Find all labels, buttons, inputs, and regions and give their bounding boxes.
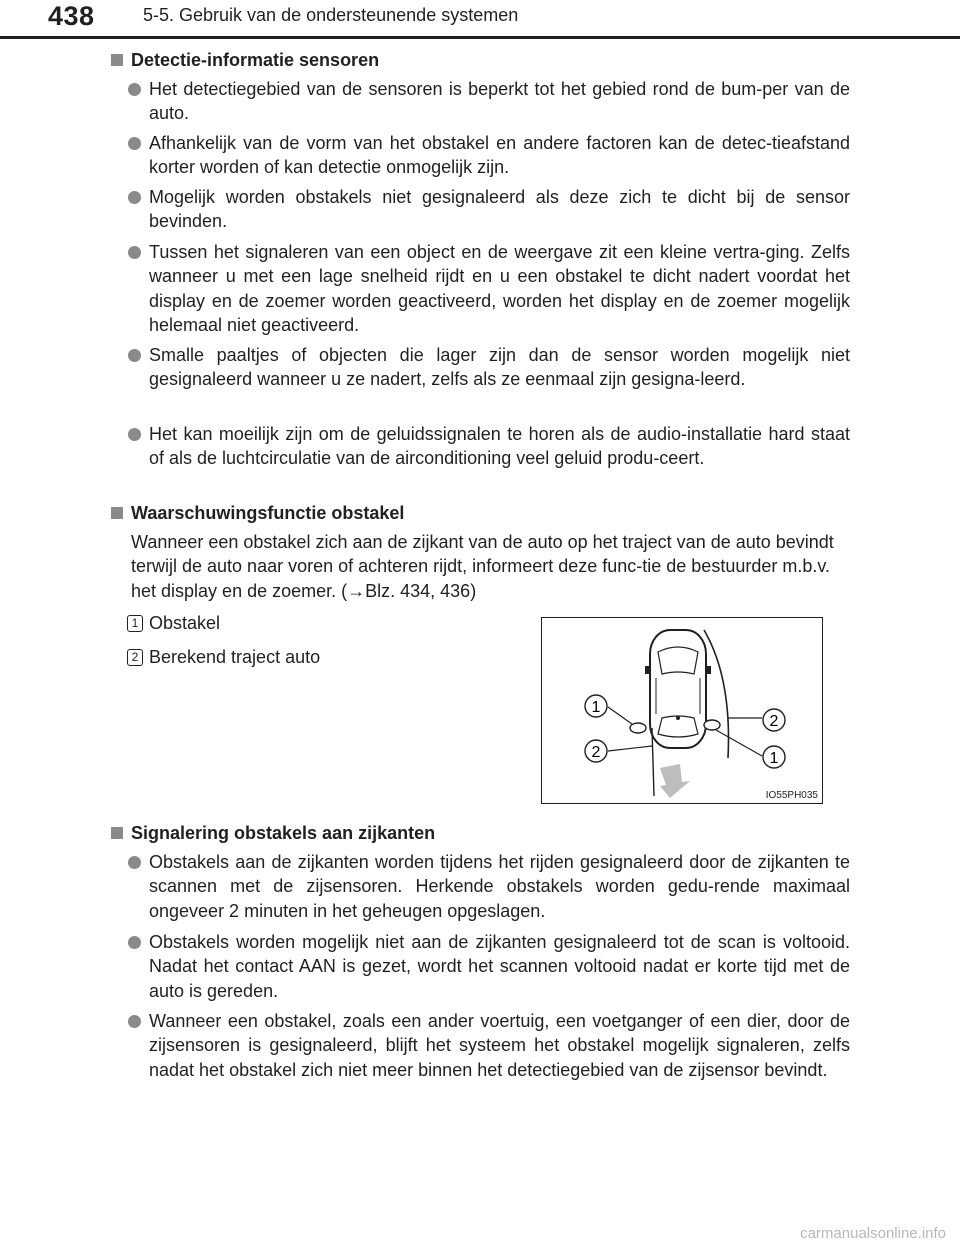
section-title-waarschuwing: Waarschuwingsfunctie obstakel [111,503,404,524]
bullet-item [128,77,850,126]
svg-text:1: 1 [591,699,601,716]
bullet-item [128,1009,850,1082]
bullet-text: Obstakels worden mogelijk niet aan de zijkanten gesignaleerd tot de scan is voltooid. Nadat het contact AAN is gezet, wordt het scannen voltooid nadat er korte tijd met de auto is gereden. [149,932,850,1001]
bullet-text: Afhankelijk van de vorm van het obstakel en andere factoren kan de detec-tieafstand korter worden of kan detectie onmogelijk zijn. [149,133,850,178]
car-icon [645,630,711,748]
section-title-signalering: Signalering obstakels aan zijkanten [111,823,435,844]
chapter-title: 5-5. Gebruik van de ondersteunende systemen [143,5,519,25]
bullet-dot-icon [128,349,141,362]
obstacle-marker-right [704,720,720,730]
svg-text:2: 2 [591,744,601,761]
callout-1-bottom-right [716,730,785,768]
bullet-dot-icon [128,246,141,259]
section-title-detectie: Detectie-informatie sensoren [111,50,379,71]
svg-text:2: 2 [769,713,779,730]
legend-item-1 [127,613,221,634]
section-paragraph: Wanneer een obstakel zich aan de zijkant van de auto op het traject van de auto bevindt terwijl de auto naar voren of achteren rijdt, informeert deze func-tie de bestuurder m.b.v. het display en de zoemer. (→Blz. 434, 436) [131,532,834,601]
trajectory-line-right [704,630,729,758]
callout-2-top-right [728,709,785,731]
bullet-text: Mogelijk worden obstakels niet gesignaleerd als deze zich te dicht bij de sensor bevinden. [149,187,850,232]
watermark: carmanualsonline.info [800,1225,946,1242]
bullet-item [128,850,850,923]
bullet-text: Obstakels aan de zijkanten worden tijdens het rijden gesignaleerd door de zijkanten te scannen met de zijsensoren. Herkende obstakels worden gedu-rende maximaal ongeveer 2 minuten in het geheugen opgeslagen. [149,852,850,921]
legend-label: Obstakel [149,613,221,633]
bullet-dot-icon [128,936,141,949]
legend-label: Berekend traject auto [149,647,321,667]
callout-number: 1 [127,615,143,632]
reverse-motion-arrow-icon [660,764,690,798]
svg-text:1: 1 [769,750,779,767]
bullet-dot-icon [128,137,141,150]
bullet-dot-icon [128,856,141,869]
page-number: 438 [48,1,95,31]
callout-1-top-left [585,695,632,724]
bullet-item [128,131,850,180]
obstacle-marker-left [630,723,646,733]
bullet-text: Smalle paaltjes of objecten die lager zijn dan de sensor worden mogelijk niet gesignaleerd wanneer u ze nadert, zelfs als ze eenmaal zijn gesigna-leerd. [149,345,850,390]
bullet-dot-icon [128,1015,141,1028]
bullet-text: Het detectiegebied van de sensoren is beperkt tot het gebied rond de bum-per van de auto. [149,79,850,124]
bullet-text: Tussen het signaleren van een object en de weergave zit een kleine vertra-ging. Zelfs wanneer u met een lage snelheid rijdt en u een obstakel te dicht nadert voordat het display en de zoemer worden geactiveerd, worden het display en de zoemer mogelijk helemaal niet geactiveerd. [149,242,850,336]
car-diagram-illustration [542,618,822,803]
bullet-item [128,422,850,471]
bullet-text: Wanneer een obstakel, zoals een ander voertuig, een voetganger of een dier, door de zijsensoren is gesignaleerd, blijft het systeem het obstakel mogelijk signaleren, zelfs nadat het obstakel zich niet meer binnen het detectiegebied van de zijsensor bevindt. [149,1011,850,1080]
figure-code: IO55PH035 [765,790,818,801]
bullet-dot-icon [128,191,141,204]
bullet-item [128,343,850,392]
bullet-dot-icon [128,428,141,441]
bullet-item [128,930,850,1003]
page-header [0,0,960,40]
callout-number: 2 [127,649,143,666]
callout-2-bottom-left [585,740,652,762]
header-rule [0,36,960,39]
obstacle-warning-diagram [541,617,823,804]
bullet-item [128,185,850,234]
bullet-item [128,240,850,338]
bullet-dot-icon [128,83,141,96]
legend-item-2 [127,647,321,668]
bullet-text: Het kan moeilijk zijn om de geluidssignalen te horen als de audio-installatie hard staat of als de luchtcirculatie van de airconditioning veel geluid produ-ceert. [149,424,850,469]
